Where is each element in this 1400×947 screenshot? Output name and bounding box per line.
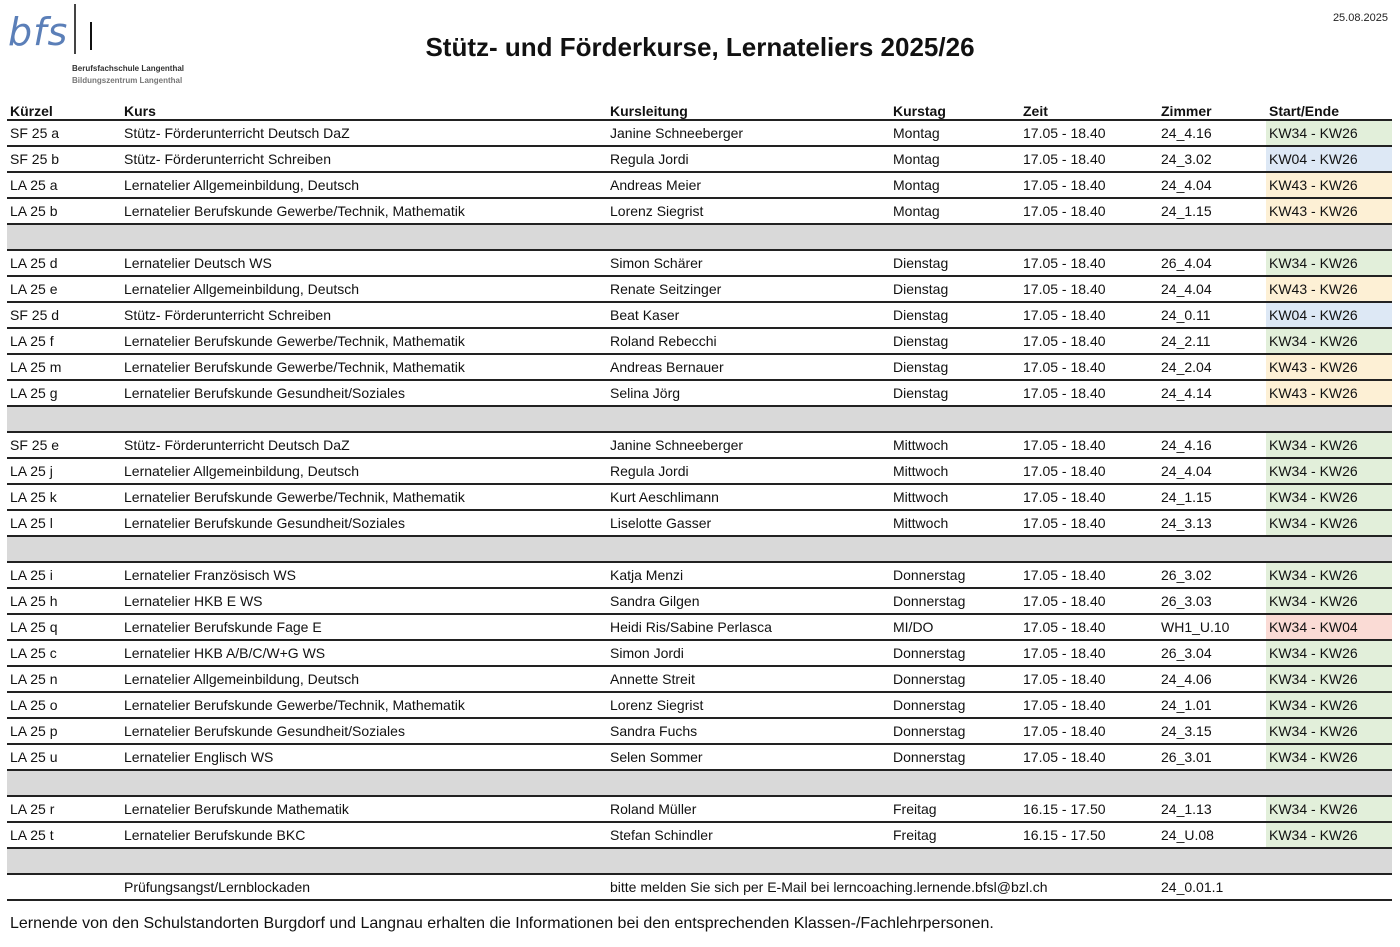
cell-kursleitung: Andreas Bernauer	[607, 354, 890, 380]
header-start-ende: Start/Ende	[1266, 95, 1392, 120]
cell-zimmer: 24_0.11	[1158, 302, 1266, 328]
cell-zeit: 17.05 - 18.40	[1020, 510, 1158, 536]
cell-kurstag: Mittwoch	[890, 510, 1020, 536]
cell-zimmer: 26_3.02	[1158, 562, 1266, 588]
cell-kuerzel: LA 25 u	[7, 744, 121, 770]
cell-kursleitung: Janine Schneeberger	[607, 432, 890, 458]
cell-start-ende: KW43 - KW26	[1266, 276, 1392, 302]
cell-start-ende: KW04 - KW26	[1266, 146, 1392, 172]
cell-zimmer: 24_4.16	[1158, 120, 1266, 146]
cell-kuerzel: SF 25 e	[7, 432, 121, 458]
cell-zimmer: 24_3.02	[1158, 146, 1266, 172]
cell-zimmer: 24_4.04	[1158, 276, 1266, 302]
special-kurs: Prüfungsangst/Lernblockaden	[121, 874, 607, 900]
cell-start-ende: KW34 - KW26	[1266, 458, 1392, 484]
cell-kuerzel: LA 25 f	[7, 328, 121, 354]
cell-zeit: 17.05 - 18.40	[1020, 562, 1158, 588]
table-row	[7, 302, 1392, 328]
cell-start-ende: KW43 - KW26	[1266, 380, 1392, 406]
cell-kurs: Lernatelier Berufskunde Gesundheit/Soziales	[121, 510, 607, 536]
cell-kuerzel: SF 25 a	[7, 120, 121, 146]
cell-kurs: Stütz- Förderunterricht Deutsch DaZ	[121, 432, 607, 458]
table-row	[7, 458, 1392, 484]
cell-kursleitung: Heidi Ris/Sabine Perlasca	[607, 614, 890, 640]
table-row	[7, 380, 1392, 406]
cell-kursleitung: Roland Müller	[607, 796, 890, 822]
cell-kursleitung: Beat Kaser	[607, 302, 890, 328]
cell-kurs: Lernatelier HKB E WS	[121, 588, 607, 614]
cell-start-ende: KW34 - KW26	[1266, 796, 1392, 822]
cell-kursleitung: Renate Seitzinger	[607, 276, 890, 302]
document-date: 25.08.2025	[1332, 12, 1388, 24]
cell-kurstag: Mittwoch	[890, 432, 1020, 458]
cell-start-ende: KW34 - KW26	[1266, 510, 1392, 536]
cell-kurs: Lernatelier Berufskunde BKC	[121, 822, 607, 848]
header-kurs: Kurs	[121, 95, 607, 120]
cell-kurs: Lernatelier Berufskunde Gewerbe/Technik, Mathematik	[121, 692, 607, 718]
cell-zeit: 17.05 - 18.40	[1020, 354, 1158, 380]
cell-kuerzel: SF 25 b	[7, 146, 121, 172]
cell-kuerzel: LA 25 c	[7, 640, 121, 666]
cell-kurs: Stütz- Förderunterricht Schreiben	[121, 302, 607, 328]
cell-zimmer: 26_4.04	[1158, 250, 1266, 276]
cell-zeit: 17.05 - 18.40	[1020, 172, 1158, 198]
cell-kurs: Stütz- Förderunterricht Schreiben	[121, 146, 607, 172]
cell-kurs: Lernatelier Berufskunde Mathematik	[121, 796, 607, 822]
course-table-body	[7, 120, 1392, 874]
cell-kurs: Stütz- Förderunterricht Deutsch DaZ	[121, 120, 607, 146]
table-row	[7, 484, 1392, 510]
cell-kurstag: Dienstag	[890, 276, 1020, 302]
cell-kuerzel: LA 25 a	[7, 172, 121, 198]
cell-zeit: 16.15 - 17.50	[1020, 796, 1158, 822]
table-row	[7, 354, 1392, 380]
cell-start-ende: KW34 - KW26	[1266, 250, 1392, 276]
cell-kurstag: Mittwoch	[890, 484, 1020, 510]
cell-kurs: Lernatelier Deutsch WS	[121, 250, 607, 276]
cell-zeit: 17.05 - 18.40	[1020, 692, 1158, 718]
group-separator-row	[7, 848, 1392, 874]
cell-start-ende: KW43 - KW26	[1266, 172, 1392, 198]
cell-kuerzel: LA 25 d	[7, 250, 121, 276]
separator-cell	[7, 770, 1392, 796]
cell-kuerzel: LA 25 q	[7, 614, 121, 640]
separator-cell	[7, 848, 1392, 874]
cell-start-ende: KW34 - KW26	[1266, 744, 1392, 770]
cell-zimmer: 24_2.11	[1158, 328, 1266, 354]
table-row	[7, 172, 1392, 198]
table-row	[7, 146, 1392, 172]
group-separator-row	[7, 770, 1392, 796]
cell-start-ende: KW34 - KW26	[1266, 588, 1392, 614]
cell-zeit: 17.05 - 18.40	[1020, 328, 1158, 354]
cell-start-ende: KW34 - KW26	[1266, 822, 1392, 848]
cell-kurstag: MI/DO	[890, 614, 1020, 640]
cell-zeit: 17.05 - 18.40	[1020, 614, 1158, 640]
special-row	[7, 874, 1392, 900]
header-zeit: Zeit	[1020, 95, 1158, 120]
table-row	[7, 328, 1392, 354]
cell-kurs: Lernatelier Berufskunde Gewerbe/Technik, Mathematik	[121, 354, 607, 380]
logo-mark: bfs	[8, 10, 69, 54]
cell-kurstag: Donnerstag	[890, 640, 1020, 666]
cell-kurstag: Donnerstag	[890, 666, 1020, 692]
header-kursleitung: Kursleitung	[607, 95, 890, 120]
cell-zeit: 17.05 - 18.40	[1020, 588, 1158, 614]
cell-zimmer: 24_1.15	[1158, 484, 1266, 510]
cell-kurstag: Mittwoch	[890, 458, 1020, 484]
cell-kuerzel: LA 25 k	[7, 484, 121, 510]
cell-zimmer: 24_3.13	[1158, 510, 1266, 536]
cell-zeit: 17.05 - 18.40	[1020, 458, 1158, 484]
separator-cell	[7, 406, 1392, 432]
cell-kuerzel: LA 25 i	[7, 562, 121, 588]
cell-kurs: Lernatelier Allgemeinbildung, Deutsch	[121, 172, 607, 198]
table-row	[7, 822, 1392, 848]
cell-kurstag: Donnerstag	[890, 588, 1020, 614]
cell-kurstag: Donnerstag	[890, 692, 1020, 718]
cell-kursleitung: Kurt Aeschlimann	[607, 484, 890, 510]
cell-kurs: Lernatelier Englisch WS	[121, 744, 607, 770]
cell-kuerzel: LA 25 r	[7, 796, 121, 822]
cell-zeit: 17.05 - 18.40	[1020, 718, 1158, 744]
cell-zimmer: 24_1.13	[1158, 796, 1266, 822]
table-row	[7, 276, 1392, 302]
cell-kursleitung: Janine Schneeberger	[607, 120, 890, 146]
table-header-row	[7, 95, 1392, 120]
cell-start-ende: KW43 - KW26	[1266, 354, 1392, 380]
cell-zeit: 17.05 - 18.40	[1020, 198, 1158, 224]
cell-kuerzel: LA 25 t	[7, 822, 121, 848]
cell-kursleitung: Regula Jordi	[607, 146, 890, 172]
cell-kurstag: Donnerstag	[890, 744, 1020, 770]
cell-kursleitung: Lorenz Siegrist	[607, 198, 890, 224]
table-row	[7, 692, 1392, 718]
page-title: Stütz- und Förderkurse, Lernateliers 2025/26	[425, 32, 975, 62]
header-zimmer: Zimmer	[1158, 95, 1266, 120]
cell-zeit: 17.05 - 18.40	[1020, 432, 1158, 458]
cell-kurstag: Montag	[890, 198, 1020, 224]
cell-zimmer: 26_3.03	[1158, 588, 1266, 614]
cell-start-ende: KW34 - KW26	[1266, 718, 1392, 744]
cell-kursleitung: Annette Streit	[607, 666, 890, 692]
table-row	[7, 198, 1392, 224]
separator-cell	[7, 224, 1392, 250]
table-row	[7, 640, 1392, 666]
footnote: Lernende von den Schulstandorten Burgdorf und Langnau erhalten die Informationen bei den entsprechenden Klassen-/Fachlehrpersonen.	[10, 915, 994, 932]
cell-kurs: Lernatelier Allgemeinbildung, Deutsch	[121, 458, 607, 484]
logo-school-name: Berufsfachschule Langenthal	[72, 64, 185, 73]
group-separator-row	[7, 406, 1392, 432]
table-row	[7, 510, 1392, 536]
cell-start-ende: KW04 - KW26	[1266, 302, 1392, 328]
cell-kursleitung: Regula Jordi	[607, 458, 890, 484]
cell-start-ende: KW34 - KW26	[1266, 692, 1392, 718]
cell-kuerzel: LA 25 g	[7, 380, 121, 406]
header-kurstag: Kurstag	[890, 95, 1020, 120]
cell-kuerzel: LA 25 m	[7, 354, 121, 380]
cell-zeit: 17.05 - 18.40	[1020, 276, 1158, 302]
cell-kurstag: Donnerstag	[890, 718, 1020, 744]
cell-kuerzel: LA 25 p	[7, 718, 121, 744]
cell-kurs: Lernatelier Allgemeinbildung, Deutsch	[121, 276, 607, 302]
cell-kursleitung: Selina Jörg	[607, 380, 890, 406]
cell-kurstag: Dienstag	[890, 302, 1020, 328]
course-table	[7, 95, 1392, 901]
cell-kursleitung: Lorenz Siegrist	[607, 692, 890, 718]
cell-zimmer: 26_3.01	[1158, 744, 1266, 770]
special-kuerzel	[7, 874, 121, 900]
cell-start-ende: KW34 - KW26	[1266, 328, 1392, 354]
cell-kursleitung: Simon Schärer	[607, 250, 890, 276]
table-row	[7, 796, 1392, 822]
cell-zeit: 16.15 - 17.50	[1020, 822, 1158, 848]
cell-zeit: 17.05 - 18.40	[1020, 120, 1158, 146]
cell-zimmer: 24_4.04	[1158, 172, 1266, 198]
cell-zeit: 17.05 - 18.40	[1020, 744, 1158, 770]
cell-zimmer: 24_1.01	[1158, 692, 1266, 718]
cell-start-ende: KW34 - KW26	[1266, 562, 1392, 588]
cell-zimmer: 24_2.04	[1158, 354, 1266, 380]
special-zimmer: 24_0.01.1	[1158, 874, 1266, 900]
cell-kurstag: Freitag	[890, 822, 1020, 848]
cell-zeit: 17.05 - 18.40	[1020, 640, 1158, 666]
cell-kuerzel: LA 25 e	[7, 276, 121, 302]
cell-kurs: Lernatelier Französisch WS	[121, 562, 607, 588]
cell-start-ende: KW34 - KW26	[1266, 484, 1392, 510]
cell-zimmer: 24_4.14	[1158, 380, 1266, 406]
cell-kuerzel: LA 25 n	[7, 666, 121, 692]
cell-kuerzel: LA 25 o	[7, 692, 121, 718]
cell-kursleitung: Sandra Fuchs	[607, 718, 890, 744]
cell-zeit: 17.05 - 18.40	[1020, 250, 1158, 276]
table-row	[7, 120, 1392, 146]
cell-zimmer: 26_3.04	[1158, 640, 1266, 666]
table-row	[7, 718, 1392, 744]
cell-kurs: Lernatelier Berufskunde Gesundheit/Soziales	[121, 380, 607, 406]
cell-zeit: 17.05 - 18.40	[1020, 146, 1158, 172]
table-row	[7, 562, 1392, 588]
header-kuerzel: Kürzel	[7, 95, 121, 120]
cell-kursleitung: Roland Rebecchi	[607, 328, 890, 354]
cell-kurs: Lernatelier Allgemeinbildung, Deutsch	[121, 666, 607, 692]
cell-start-ende: KW34 - KW26	[1266, 432, 1392, 458]
table-row	[7, 614, 1392, 640]
cell-start-ende: KW34 - KW04	[1266, 614, 1392, 640]
cell-zimmer: 24_4.16	[1158, 432, 1266, 458]
logo-center-name: Bildungszentrum Langenthal	[72, 76, 183, 85]
cell-zimmer: 24_4.04	[1158, 458, 1266, 484]
cell-kurs: Lernatelier HKB A/B/C/W+G WS	[121, 640, 607, 666]
cell-start-ende: KW43 - KW26	[1266, 198, 1392, 224]
cell-kurstag: Dienstag	[890, 328, 1020, 354]
cell-kurs: Lernatelier Berufskunde Fage E	[121, 614, 607, 640]
cell-start-ende: KW34 - KW26	[1266, 666, 1392, 692]
cell-kurs: Lernatelier Berufskunde Gewerbe/Technik, Mathematik	[121, 328, 607, 354]
cell-zimmer: 24_3.15	[1158, 718, 1266, 744]
cell-kursleitung: Selen Sommer	[607, 744, 890, 770]
cell-kurs: Lernatelier Berufskunde Gewerbe/Technik, Mathematik	[121, 484, 607, 510]
cell-kursleitung: Simon Jordi	[607, 640, 890, 666]
cell-zeit: 17.05 - 18.40	[1020, 302, 1158, 328]
cell-kurstag: Dienstag	[890, 250, 1020, 276]
cell-kurstag: Donnerstag	[890, 562, 1020, 588]
group-separator-row	[7, 536, 1392, 562]
table-row	[7, 432, 1392, 458]
table-row	[7, 666, 1392, 692]
cell-kuerzel: LA 25 j	[7, 458, 121, 484]
table-row	[7, 250, 1392, 276]
cell-zeit: 17.05 - 18.40	[1020, 484, 1158, 510]
cell-kurstag: Dienstag	[890, 354, 1020, 380]
cell-kursleitung: Katja Menzi	[607, 562, 890, 588]
cell-start-ende: KW34 - KW26	[1266, 640, 1392, 666]
cell-zimmer: 24_U.08	[1158, 822, 1266, 848]
cell-kuerzel: LA 25 h	[7, 588, 121, 614]
cell-kurstag: Montag	[890, 120, 1020, 146]
cell-start-ende: KW34 - KW26	[1266, 120, 1392, 146]
cell-kuerzel: LA 25 b	[7, 198, 121, 224]
cell-kuerzel: SF 25 d	[7, 302, 121, 328]
cell-zeit: 17.05 - 18.40	[1020, 666, 1158, 692]
group-separator-row	[7, 224, 1392, 250]
cell-kursleitung: Liselotte Gasser	[607, 510, 890, 536]
cell-kurstag: Montag	[890, 146, 1020, 172]
table-row	[7, 588, 1392, 614]
cell-kuerzel: LA 25 l	[7, 510, 121, 536]
cell-kurs: Lernatelier Berufskunde Gesundheit/Soziales	[121, 718, 607, 744]
cell-kursleitung: Sandra Gilgen	[607, 588, 890, 614]
cell-kurstag: Freitag	[890, 796, 1020, 822]
separator-cell	[7, 536, 1392, 562]
special-start-ende	[1266, 874, 1392, 900]
special-info: bitte melden Sie sich per E-Mail bei lerncoaching.lernende.bfsl@bzl.ch	[607, 874, 1158, 900]
cell-zimmer: 24_1.15	[1158, 198, 1266, 224]
cell-kursleitung: Andreas Meier	[607, 172, 890, 198]
cell-kurs: Lernatelier Berufskunde Gewerbe/Technik, Mathematik	[121, 198, 607, 224]
cell-zimmer: WH1_U.10	[1158, 614, 1266, 640]
table-row	[7, 744, 1392, 770]
cell-zeit: 17.05 - 18.40	[1020, 380, 1158, 406]
cell-kursleitung: Stefan Schindler	[607, 822, 890, 848]
cell-kurstag: Dienstag	[890, 380, 1020, 406]
cell-kurstag: Montag	[890, 172, 1020, 198]
cell-zimmer: 24_4.06	[1158, 666, 1266, 692]
